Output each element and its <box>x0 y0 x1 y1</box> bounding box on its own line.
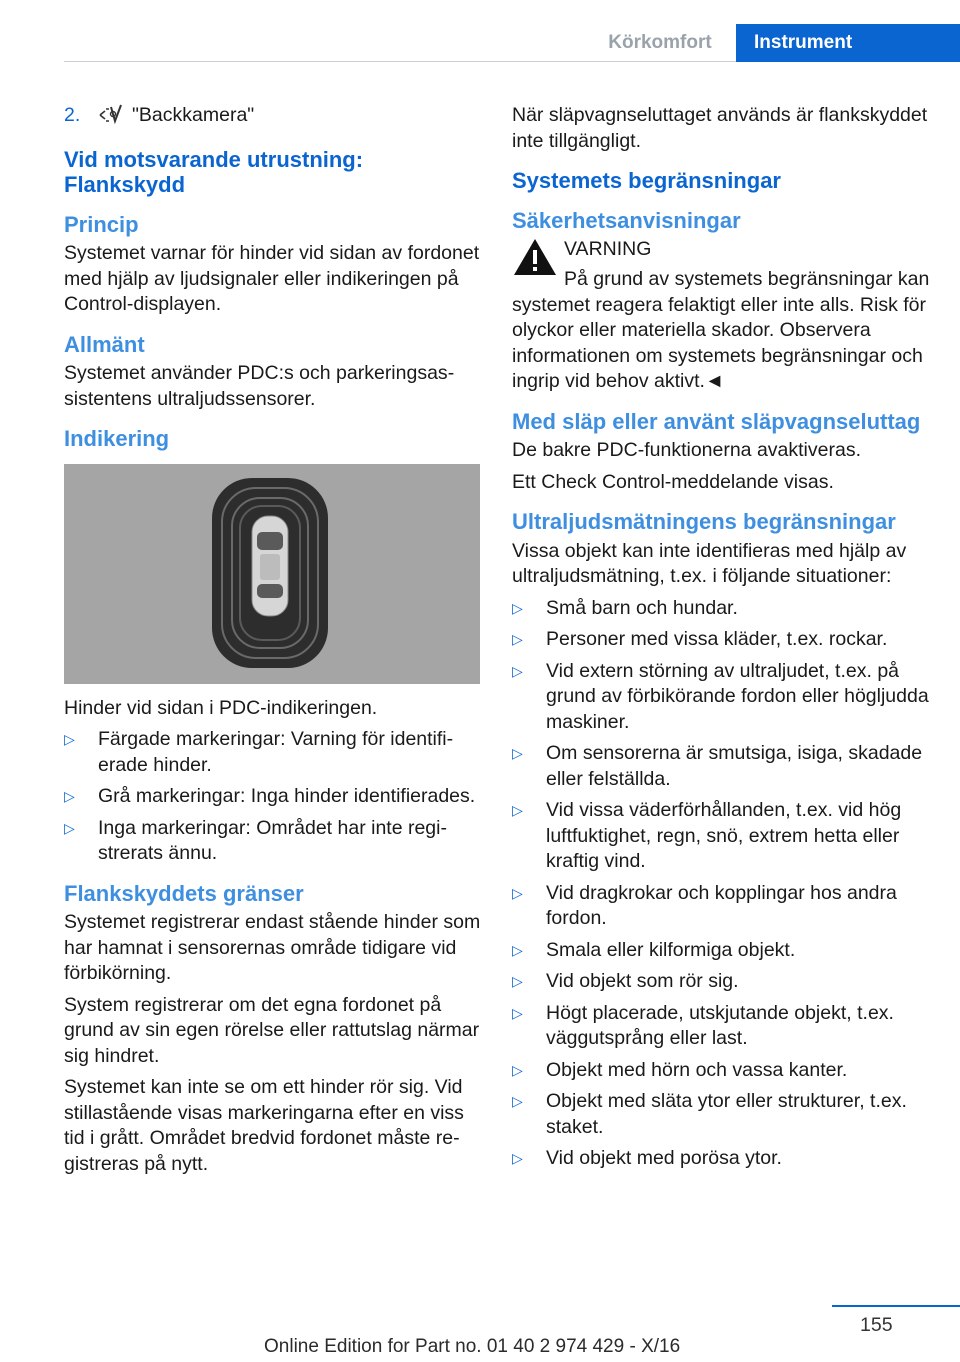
heading-trailer: Med släp eller använt släpvagnseluttag <box>512 408 921 434</box>
triangle-bullet-icon: ▷ <box>512 802 523 818</box>
warning-title: VARNING <box>564 238 652 260</box>
warning-text: På grund av systemets begränsningar kan systemet reagera felaktigt eller inte alls. Risk för olyckor eller materiella skador. Observera informationen om systemets begränsningar och ingrip vid behov aktivt.◄ <box>512 268 930 392</box>
header-divider <box>64 61 736 62</box>
heading-safety: Säkerhetsanvisningar <box>512 207 741 233</box>
text-trailer-2: Ett Check Control-meddelande visas. <box>512 470 834 493</box>
edition-text: Online Edition for Part no. 01 40 2 974 429 - X/16 <box>264 1336 681 1357</box>
text-limits-3: Systemet kan inte se om ett hinder rör sig. Vid stillastående visas markeringarna efter en viss tid i grått. Området bredvid fordonet måste registreras på nytt. <box>64 1076 464 1175</box>
text-ultrasound: Vissa objekt kan inte identifieras med hjälp av ultraljudsmätning, t.ex. i följande situationer: <box>512 539 907 587</box>
list-item: ▷ Vid objekt som rör sig. <box>512 969 930 995</box>
triangle-bullet-icon: ▷ <box>512 1061 523 1078</box>
display-bullet-list <box>64 727 482 867</box>
triangle-bullet-icon: ▷ <box>512 745 523 761</box>
list-item: ▷ Personer med vissa kläder, t.ex. rockar. <box>512 627 930 653</box>
list-item: ▷ Smala eller kilformiga objekt. <box>512 938 930 964</box>
list-item: ▷ Vid extern störning av ultraljudet, t.ex. på grund av förbikörande fordon eller högljudda maskiner. <box>512 659 930 736</box>
triangle-bullet-icon: ▷ <box>512 884 523 901</box>
tab-korkomfort[interactable]: Körkomfort <box>608 32 712 53</box>
heading-princip: Princip <box>64 211 139 237</box>
triangle-bullet-icon: ▷ <box>512 1150 523 1166</box>
heading-ultrasound: Ultraljudsmätningens begränsningar <box>512 509 896 534</box>
triangle-bullet-icon: ▷ <box>64 819 75 836</box>
list-item: ▷ Små barn och hundar. <box>512 596 930 622</box>
list-item: ▷ Objekt med släta ytor eller strukturer, t.ex. staket. <box>512 1089 930 1140</box>
tab-instrument[interactable]: Instrument <box>736 24 960 62</box>
left-column <box>64 103 482 1183</box>
list-item: ▷ Högt placerade, utskjutande objekt, t.ex. väggutsprång eller last. <box>512 1001 930 1052</box>
triangle-bullet-icon: ▷ <box>512 631 523 647</box>
step-2 <box>64 103 482 133</box>
triangle-bullet-icon: ▷ <box>64 788 75 804</box>
list-item: ▷ Vid dragkrokar och kopplingar hos andra fordon. <box>512 881 930 932</box>
triangle-bullet-icon: ▷ <box>512 1093 523 1109</box>
footer-divider <box>832 1305 960 1307</box>
heading-system-limits: Systemets begränsningar <box>512 168 781 193</box>
triangle-bullet-icon: ▷ <box>512 662 523 679</box>
triangle-bullet-icon: ▷ <box>512 941 523 958</box>
text-limits-2: System registrerar om det egna fordonet på grund av sin egen rörelse eller rattutslag närmar sig hindret. <box>64 993 480 1067</box>
text-trailer-socket: När släpvagnseluttaget används är flankskyddet inte tillgängligt. <box>512 104 928 152</box>
warning-triangle-icon <box>512 237 562 281</box>
list-item: ▷ Objekt med hörn och vassa kanter. <box>512 1058 930 1084</box>
text-allmant: Systemet använder PDC:s och parkeringsassistentens ultraljudssensorer. <box>64 362 455 410</box>
list-item: ▷ Vid objekt med porösa ytor. <box>512 1146 930 1172</box>
pdc-display-figure <box>64 464 480 684</box>
ultrasound-bullet-list <box>512 596 930 1172</box>
triangle-bullet-icon: ▷ <box>512 1004 523 1021</box>
step-number: 2. <box>64 104 81 126</box>
text-trailer-1: De bakre PDC-funktionerna avaktiveras. <box>512 439 861 461</box>
list-item: ▷ Vid vissa väderförhållanden, t.ex. vid hög luftfuktighet, regn, snö, extrem hetta eller kraftig vind. <box>512 798 930 875</box>
triangle-bullet-icon: ▷ <box>64 731 75 747</box>
heading-flankskydd-granser: Flankskyddets gränser <box>64 880 304 906</box>
list-item: ▷ Färgade markeringar: Varning för identifierade hinder. <box>64 727 482 778</box>
list-item: ▷ Grå markeringar: Inga hinder identifierades. <box>64 784 482 810</box>
heading-indikering: Indikering <box>64 426 170 451</box>
heading-allmant: Allmänt <box>64 331 145 357</box>
text-princip: Systemet varnar för hinder vid sidan av fordonet med hjälp av ljudsignaler eller indikeringen på Control-displayen. <box>64 242 480 315</box>
list-item: ▷ Om sensorerna är smutsiga, isiga, skadade eller felställda. <box>512 741 930 792</box>
camera-icon <box>98 103 132 133</box>
text-limits-1: Systemet registrerar endast stående hinder som har hamnat i sensorernas område tidigare vid förbikörning. <box>64 911 481 984</box>
pdc-car-illustration <box>64 464 480 684</box>
page-header <box>0 24 960 62</box>
heading-flankskydd: Vid motsvarande utrustning: Flankskydd <box>64 146 364 197</box>
step-text: "Backkamera" <box>132 104 255 126</box>
right-column <box>512 103 930 1178</box>
page-number: 155 <box>860 1314 893 1336</box>
list-item: ▷ Inga markeringar: Området har inte registrerats ännu. <box>64 816 482 867</box>
triangle-bullet-icon: ▷ <box>512 599 523 616</box>
figure-caption: Hinder vid sidan i PDC-indikeringen. <box>64 696 378 719</box>
triangle-bullet-icon: ▷ <box>512 973 523 989</box>
